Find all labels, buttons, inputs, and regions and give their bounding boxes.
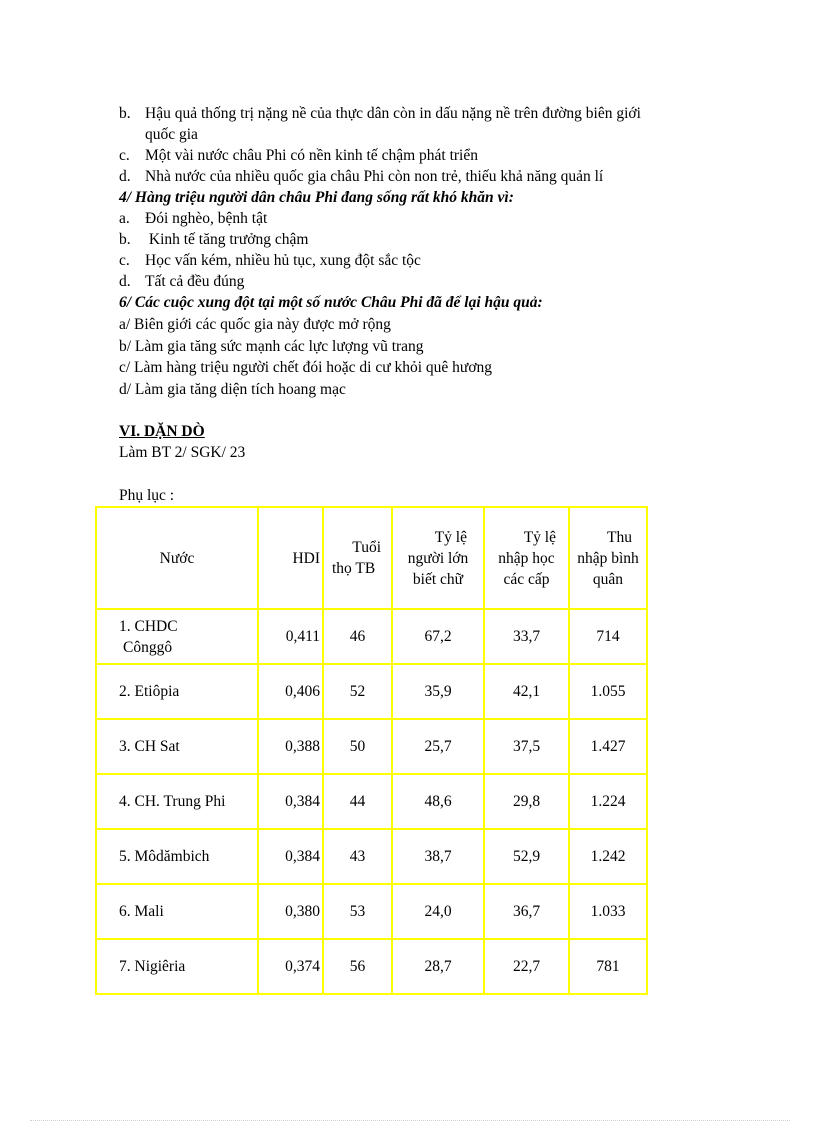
- cell-life: 44: [323, 774, 392, 829]
- cell-enrollment: 52,9: [484, 829, 569, 884]
- cell-life: 43: [323, 829, 392, 884]
- table-row: [96, 774, 647, 829]
- list-marker: d.: [119, 168, 131, 185]
- header-enrollment: [484, 507, 569, 609]
- q6-option-b: b/ Làm gia tăng sức mạnh các lực lượng vũ trang: [119, 338, 424, 355]
- cell-life: 53: [323, 884, 392, 939]
- list-item-continuation: [145, 124, 198, 145]
- list-text: Một vài nước châu Phi có nền kinh tế chậm phát triển: [145, 147, 478, 164]
- q4-option-d: [119, 271, 244, 292]
- header-income: [569, 507, 647, 609]
- cell-enrollment: 36,7: [484, 884, 569, 939]
- header-life-expectancy: [323, 507, 392, 609]
- cell-hdi: 0,374: [258, 939, 323, 994]
- country-line: Cônggô: [123, 638, 173, 656]
- header-text: các cấp: [503, 570, 550, 588]
- question-6-title: 6/ Các cuộc xung đột tại một số nước Châu Phi đã để lại hậu quả:: [119, 294, 543, 311]
- q4-option-a: [119, 208, 267, 229]
- list-marker: b.: [119, 105, 131, 122]
- cell-income: 1.427: [569, 719, 647, 774]
- q4-option-b: [119, 229, 308, 250]
- cell-income: 1.242: [569, 829, 647, 884]
- cell-hdi: 0,406: [258, 664, 323, 719]
- table-row: [96, 939, 647, 994]
- appendix-label: Phụ lục :: [119, 487, 175, 504]
- cell-income: 1.033: [569, 884, 647, 939]
- cell-life: 46: [323, 609, 392, 664]
- header-text: Tỷ lệ: [434, 528, 467, 546]
- cell-life: 50: [323, 719, 392, 774]
- cell-country: 3. CH Sat: [96, 719, 258, 774]
- option-marker: c.: [119, 252, 130, 269]
- header-text: nhập bình: [577, 549, 639, 567]
- cell-country: 4. CH. Trung Phi: [96, 774, 258, 829]
- cell-enrollment: 22,7: [484, 939, 569, 994]
- header-text: người lớn: [407, 549, 469, 567]
- cell-country: 2. Etiôpia: [96, 664, 258, 719]
- cell-literacy: 25,7: [392, 719, 484, 774]
- cell-income: 1.224: [569, 774, 647, 829]
- header-text: nhập học: [498, 549, 555, 567]
- section-heading: VI. DẶN DÒ: [119, 423, 205, 440]
- cell-literacy: 35,9: [392, 664, 484, 719]
- cell-enrollment: 33,7: [484, 609, 569, 664]
- list-item: [119, 145, 478, 166]
- cell-enrollment: 37,5: [484, 719, 569, 774]
- list-text: Nhà nước của nhiều quốc gia châu Phi còn non trẻ, thiếu khả năng quản lí: [145, 168, 604, 185]
- cell-income: 1.055: [569, 664, 647, 719]
- homework-text: Làm BT 2/ SGK/ 23: [119, 444, 246, 461]
- page-bottom-divider: [30, 1120, 790, 1121]
- header-text: Thu: [607, 528, 632, 546]
- option-text: Tất cả đều đúng: [145, 273, 245, 290]
- cell-hdi: 0,384: [258, 829, 323, 884]
- cell-literacy: 24,0: [392, 884, 484, 939]
- cell-enrollment: 42,1: [484, 664, 569, 719]
- q6-option-c: c/ Làm hàng triệu người chết đói hoặc di cư khỏi quê hương: [119, 359, 493, 376]
- header-text: Tỷ lệ: [523, 528, 556, 546]
- list-marker: c.: [119, 147, 130, 164]
- header-text: Tuổi: [352, 539, 381, 556]
- option-marker: d.: [119, 273, 131, 290]
- cell-life: 52: [323, 664, 392, 719]
- header-literacy: [392, 507, 484, 609]
- cell-literacy: 67,2: [392, 609, 484, 664]
- table-row: [96, 884, 647, 939]
- cell-hdi: 0,384: [258, 774, 323, 829]
- cell-income: 781: [569, 939, 647, 994]
- q4-option-c: [119, 250, 421, 271]
- option-marker: b.: [119, 231, 131, 248]
- cell-enrollment: 29,8: [484, 774, 569, 829]
- cell-literacy: 28,7: [392, 939, 484, 994]
- table-header-row: [96, 507, 647, 609]
- list-text: quốc gia: [145, 126, 198, 143]
- cell-country: [96, 609, 258, 664]
- cell-literacy: 38,7: [392, 829, 484, 884]
- cell-country: 5. Môdămbich: [96, 829, 258, 884]
- table-row: [96, 609, 647, 664]
- country-line: 1. CHDC: [119, 617, 178, 635]
- table-row: [96, 664, 647, 719]
- table-row: [96, 829, 647, 884]
- cell-hdi: 0,411: [258, 609, 323, 664]
- question-4-title: 4/ Hàng triệu người dân châu Phi đang sống rất khó khăn vì:: [119, 189, 514, 206]
- option-text: Kinh tế tăng trưởng chậm: [145, 231, 309, 248]
- cell-income: 714: [569, 609, 647, 664]
- option-text: Học vấn kém, nhiều hủ tục, xung đột sắc tộc: [145, 252, 421, 269]
- header-country: Nước: [96, 507, 258, 609]
- option-text: Đói nghèo, bệnh tật: [145, 210, 268, 227]
- header-text: thọ TB: [332, 560, 376, 577]
- option-marker: a.: [119, 210, 130, 227]
- list-text: Hậu quả thống trị nặng nề của thực dân còn in dấu nặng nề trên đường biên giới: [145, 105, 641, 122]
- q6-option-d: d/ Làm gia tăng diện tích hoang mạc: [119, 381, 346, 398]
- cell-country: 7. Nigiêria: [96, 939, 258, 994]
- q6-option-a: a/ Biên giới các quốc gia này được mở rộng: [119, 316, 391, 333]
- cell-hdi: 0,388: [258, 719, 323, 774]
- list-item: [119, 166, 603, 187]
- cell-hdi: 0,380: [258, 884, 323, 939]
- cell-life: 56: [323, 939, 392, 994]
- header-hdi: HDI: [258, 507, 323, 609]
- cell-literacy: 48,6: [392, 774, 484, 829]
- header-text: quân: [592, 570, 624, 588]
- appendix-table: [95, 506, 648, 995]
- table-row: [96, 719, 647, 774]
- cell-country: 6. Mali: [96, 884, 258, 939]
- header-text: biết chữ: [412, 570, 464, 588]
- list-item: [119, 103, 641, 124]
